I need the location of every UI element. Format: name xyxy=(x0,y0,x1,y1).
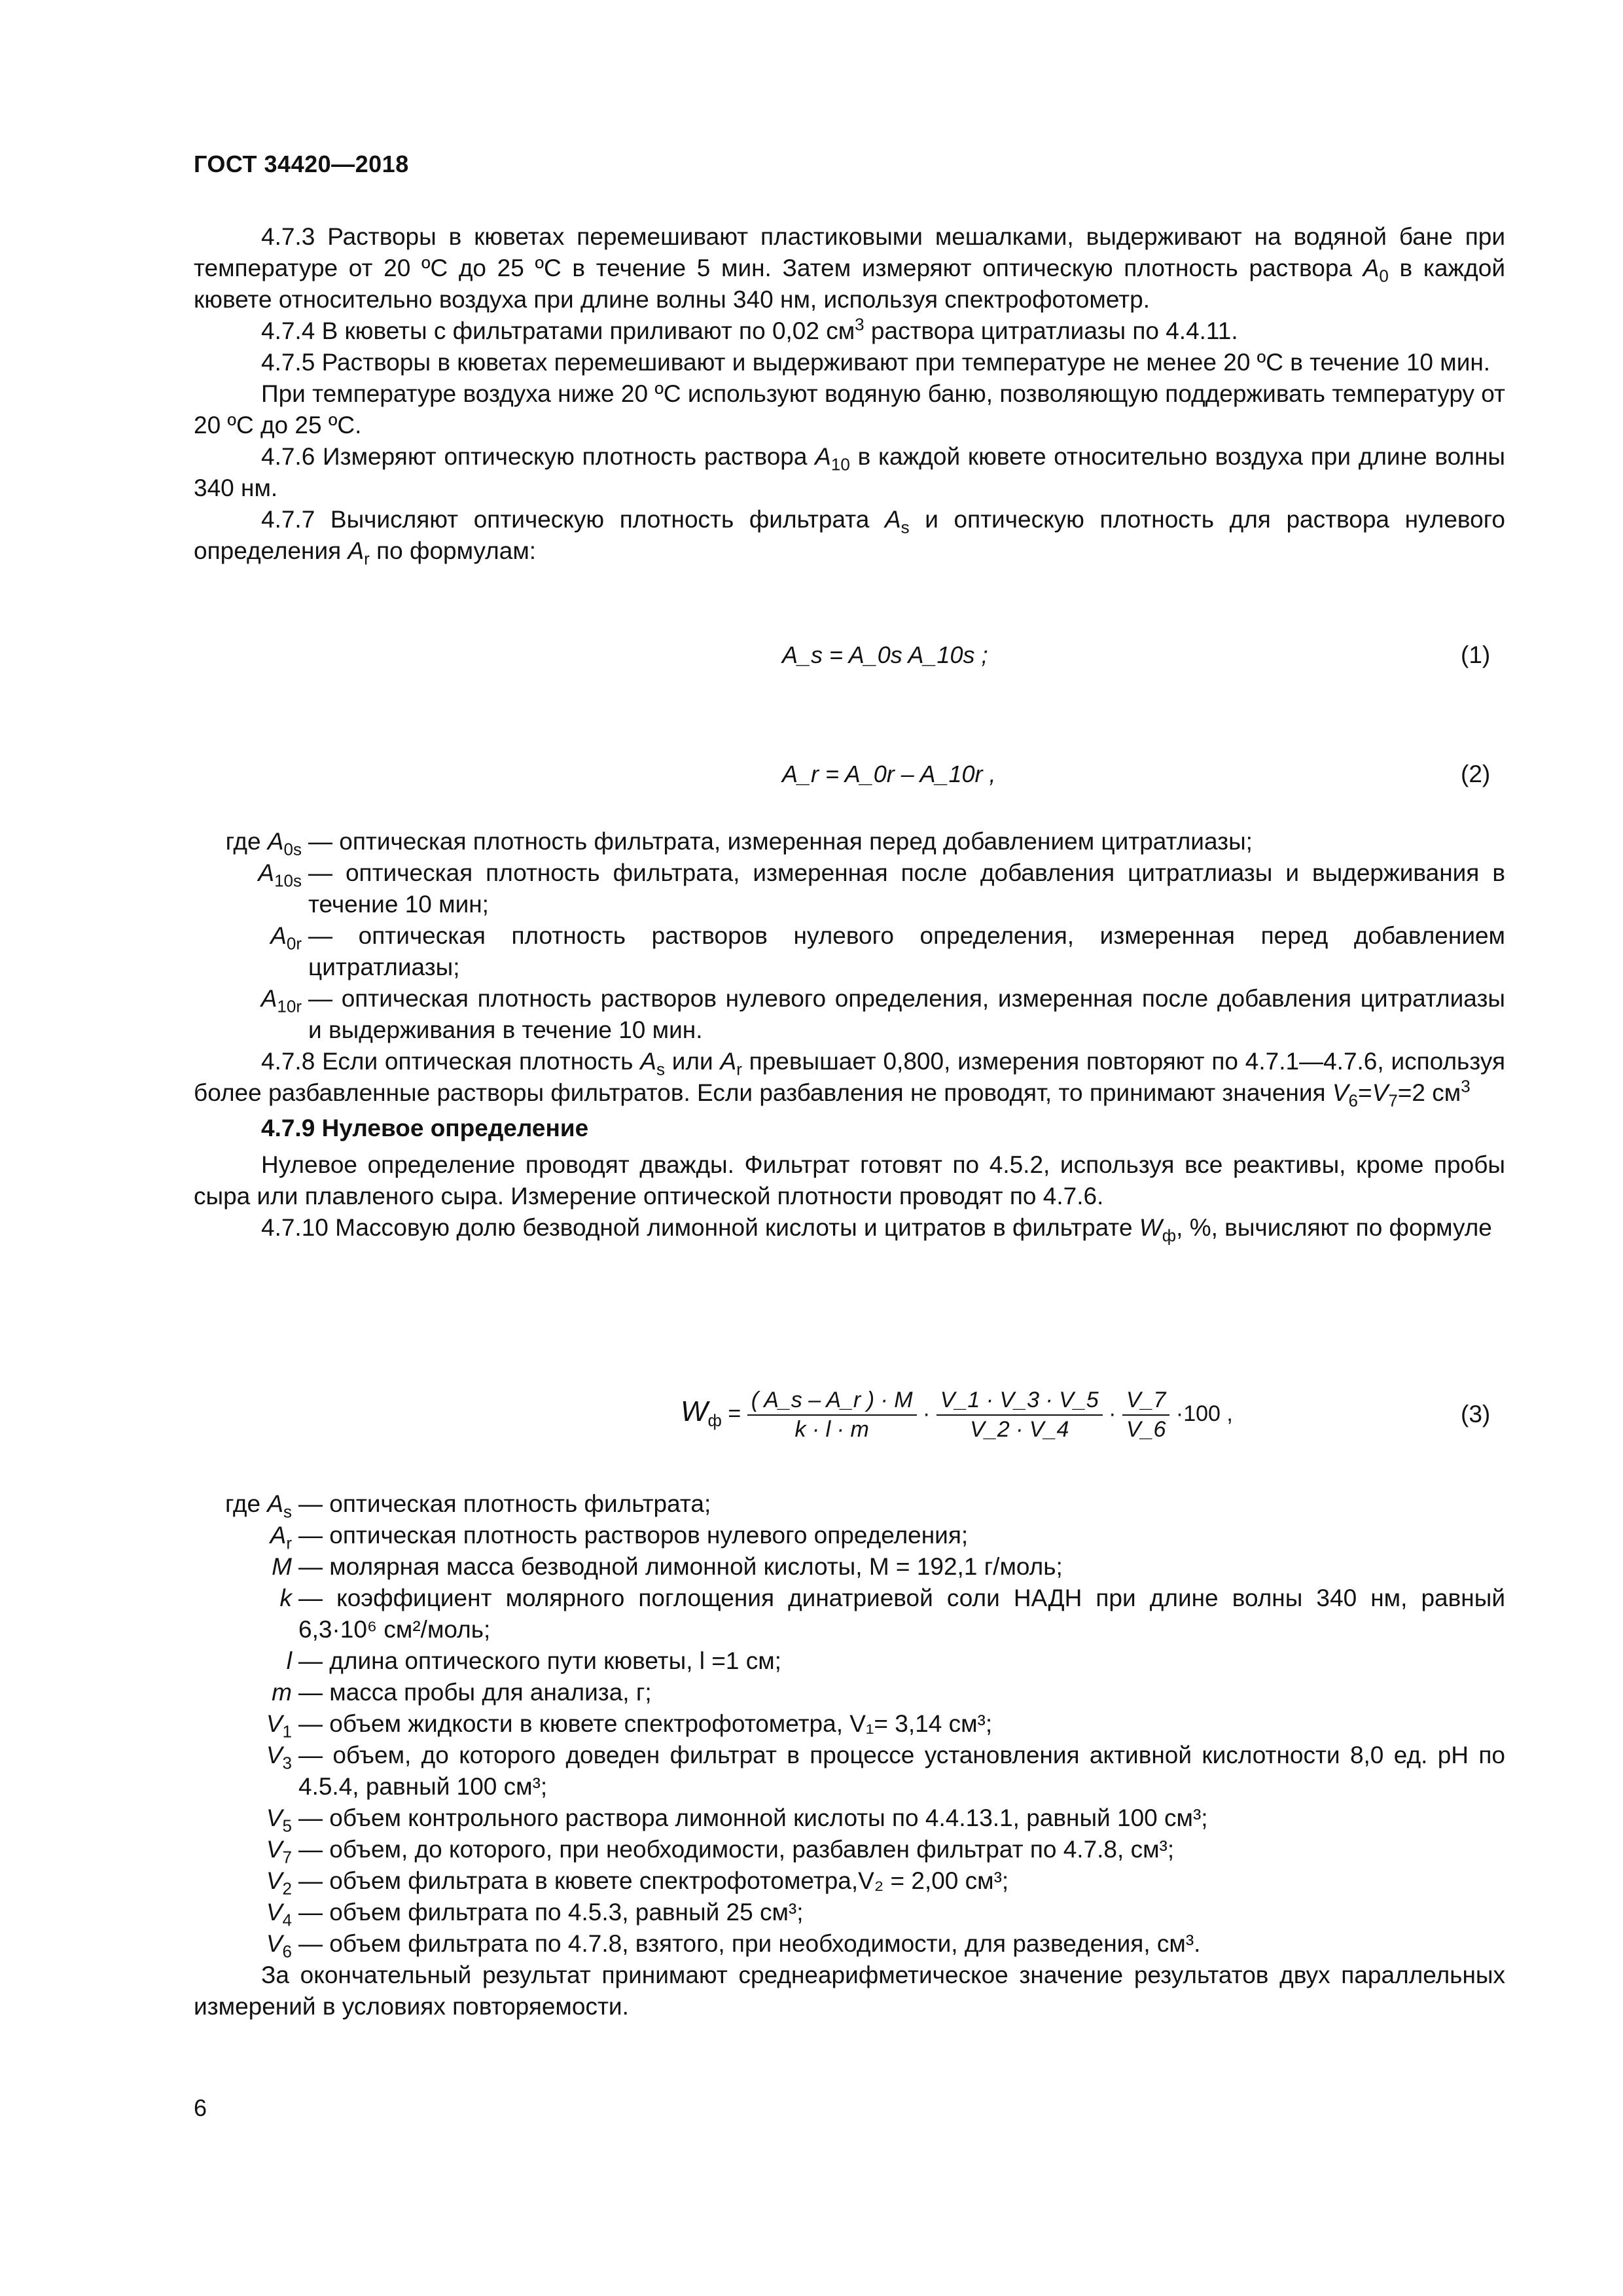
final-paragraph: За окончательный результат принимают среднеарифметическое значение результатов двух параллельных измерений в условиях повторяемости. xyxy=(194,1962,1505,2020)
definition-symbol: где $A_{0s}$ xyxy=(225,828,302,859)
formula-2-label: (2) xyxy=(1461,761,1491,787)
definition-symbol: M xyxy=(272,1553,292,1580)
definition-item xyxy=(194,1488,1505,1520)
definition-symbol: k xyxy=(279,1585,292,1611)
paragraph-4-7-9: Нулевое определение проводят дважды. Фильтрат готовят по 4.5.2, используя все реактивы, кроме пробы сыра или плавленого сыра. Измерение оптической плотности проводят по 4.7.6. xyxy=(194,1151,1505,1210)
definition-symbol: $V_2$ xyxy=(266,1867,292,1899)
formula-1-label: (1) xyxy=(1461,641,1491,668)
text-block-middle xyxy=(194,826,1505,1244)
paragraph-4-7-7: 4.7.7 Вычисляют оптическую плотность фильтрата $A_s$ и оптическую плотность для раствора нулевого определения $A_r$ по формулам: xyxy=(194,506,1505,569)
formula-3: $W_ф$ = $\frac{( A\_s - A\_r ) \cdot M}{k \cdot l \cdot m}$ · $\frac{V\_1 \cdot V\_3 \cdot V\_5}{V\_2 \cdot V\_4}$ · $\frac{V\_7}{V\_6}$ ·100 , xyxy=(681,1388,1233,1442)
definition-symbol: $V_7$ xyxy=(266,1836,292,1867)
paragraph-4-7-3: 4.7.3 Растворы в кюветах перемешивают пластиковыми мешалками, выдерживают на водяной бане при температуре от 20 ºС до 25 ºС в течение 5 мин. Затем измеряют оптическую плотность раствора $A_0$ в каждой кювете относительно воздуха при длине волны 340 нм, используя спектрофотометр. xyxy=(194,223,1505,313)
text-block-upper xyxy=(194,221,1505,567)
definition-text: — оптическая плотность фильтрата; xyxy=(298,1490,711,1517)
formula-3-fraction-2: $\frac{V\_1 \cdot V\_3 \cdot V\_5}{V\_2 \cdot V\_4}$ xyxy=(936,1388,1103,1443)
section-heading-4-7-9: 4.7.9 Нулевое определение xyxy=(261,1115,589,1141)
definition-text: — коэффициент молярного поглощения динатриевой соли НАДН при длине волны 340 нм, равный 6,3·10⁶ см²/моль; xyxy=(298,1585,1505,1643)
definition-symbol: $A_{0r}$ xyxy=(270,922,302,954)
definition-text: — оптическая плотность растворов нулевого определения; xyxy=(298,1522,969,1549)
formula-2: A_r = A_0r – A_10r , xyxy=(782,761,996,787)
paragraph-4-7-5-note: При температуре воздуха ниже 20 ºС используют водяную баню, позволяющую поддерживать температуру от 20 ºС до 25 ºС. xyxy=(194,380,1505,439)
definition-item xyxy=(194,1897,1505,1928)
definition-item xyxy=(194,1708,1505,1740)
definition-item xyxy=(194,1583,1505,1645)
definition-item xyxy=(194,1551,1505,1583)
definition-text: — объем контрольного раствора лимонной кислоты по 4.4.13.1, равный 100 см³; xyxy=(298,1804,1208,1831)
definition-item xyxy=(194,920,1505,983)
definition-symbol: $V_5$ xyxy=(266,1804,292,1836)
definition-text: — масса пробы для анализа, г; xyxy=(298,1679,652,1706)
definition-symbol: $A_r$ xyxy=(270,1522,292,1553)
definitions-list-1 xyxy=(194,826,1505,1046)
definition-text: — молярная масса безводной лимонной кислоты, M = 192,1 г/моль; xyxy=(298,1553,1063,1580)
paragraph-4-7-8: 4.7.8 Если оптическая плотность $A_s$ или $A_r$ превышает 0,800, измерения повторяют по 4.7.1—4.7.6, используя более разбавленные растворы фильтратов. Если разбавления не проводят, то принимают значения $V_6=V_7=2$ $см^3$ xyxy=(194,1048,1505,1111)
definition-text: — объем фильтрата в кювете спектрофотометра,V₂ = 2,00 см³; xyxy=(298,1867,1009,1894)
definition-symbol: $V_3$ xyxy=(266,1742,292,1773)
definition-text: — объем, до которого доведен фильтрат в процессе установления активной кислотности 8,0 ед. рН по 4.5.4, равный 100 см³; xyxy=(298,1742,1505,1800)
definition-item xyxy=(194,1677,1505,1708)
definition-item xyxy=(194,1865,1505,1897)
definition-text: — длина оптического пути кюветы, l =1 см; xyxy=(298,1647,781,1674)
definition-text: — объем фильтрата по 4.7.8, взятого, при необходимости, для разведения, см³. xyxy=(298,1930,1201,1957)
definition-symbol: $V_4$ xyxy=(266,1899,292,1930)
definition-symbol: $A_{10s}$ xyxy=(258,859,302,891)
definition-symbol: $V_6$ xyxy=(266,1930,292,1962)
definition-text: — оптическая плотность фильтрата, измеренная перед добавлением цитратлиазы; xyxy=(308,828,1253,855)
formula-1: A_s = A_0s A_10s ; xyxy=(782,641,988,668)
paragraph-4-7-6: 4.7.6 Измеряют оптическую плотность раствора $A_{10}$ в каждой кювете относительно воздуха при длине волны 340 нм. xyxy=(194,443,1505,501)
definition-item xyxy=(194,826,1505,857)
definition-item xyxy=(194,1645,1505,1677)
definition-item xyxy=(194,1803,1505,1834)
formula-3-fraction-3: $\frac{V\_7}{V\_6}$ xyxy=(1122,1388,1170,1443)
formula-3-fraction-1: $\frac{( A\_s - A\_r ) \cdot M}{k \cdot l \cdot m}$ xyxy=(747,1388,917,1443)
definition-item xyxy=(194,983,1505,1046)
definition-text: — объем фильтрата по 4.5.3, равный 25 см³; xyxy=(298,1899,804,1926)
document-header: ГОСТ 34420—2018 xyxy=(194,151,409,177)
definition-symbol: l xyxy=(286,1647,292,1674)
definition-item xyxy=(194,857,1505,920)
definition-item xyxy=(194,1740,1505,1803)
definition-item xyxy=(194,1520,1505,1551)
formula-3-label: (3) xyxy=(1461,1401,1491,1427)
definition-text: — оптическая плотность растворов нулевого определения, измеренная после добавления цитратлиазы и выдерживания в течение 10 мин. xyxy=(308,985,1505,1043)
definition-symbol: $A_{10r}$ xyxy=(260,985,302,1016)
paragraph-4-7-4: 4.7.4 В кюветы с фильтратами приливают по 0,02 $см^3$ раствора цитратлиазы по 4.4.11. xyxy=(261,314,1238,344)
definitions-list-2 xyxy=(194,1488,1505,1960)
paragraph-4-7-10: 4.7.10 Массовую долю безводной лимонной кислоты и цитратов в фильтрате $W_ф$, %, вычисляют по формуле xyxy=(261,1214,1492,1246)
definition-text: — оптическая плотность фильтрата, измеренная после добавления цитратлиазы и выдерживания в течение 10 мин; xyxy=(308,859,1505,918)
definition-symbol: $V_1$ xyxy=(266,1710,292,1742)
definition-symbol: где $A_s$ xyxy=(225,1490,292,1522)
definition-text: — объем, до которого, при необходимости, разбавлен фильтрат по 4.7.8, см³; xyxy=(298,1836,1175,1863)
text-block-lower xyxy=(194,1488,1505,2022)
definition-text: — оптическая плотность растворов нулевого определения, измеренная перед добавлением цитратлиазы; xyxy=(308,922,1505,980)
page-number: 6 xyxy=(194,2094,207,2121)
definition-text: — объем жидкости в кювете спектрофотометра, V₁= 3,14 см³; xyxy=(298,1710,993,1737)
definition-item xyxy=(194,1834,1505,1865)
paragraph-4-7-5: 4.7.5 Растворы в кюветах перемешивают и выдерживают при температуре не менее 20 ºС в течение 10 мин. xyxy=(261,349,1491,376)
definition-symbol: m xyxy=(272,1679,292,1706)
definition-item xyxy=(194,1928,1505,1960)
